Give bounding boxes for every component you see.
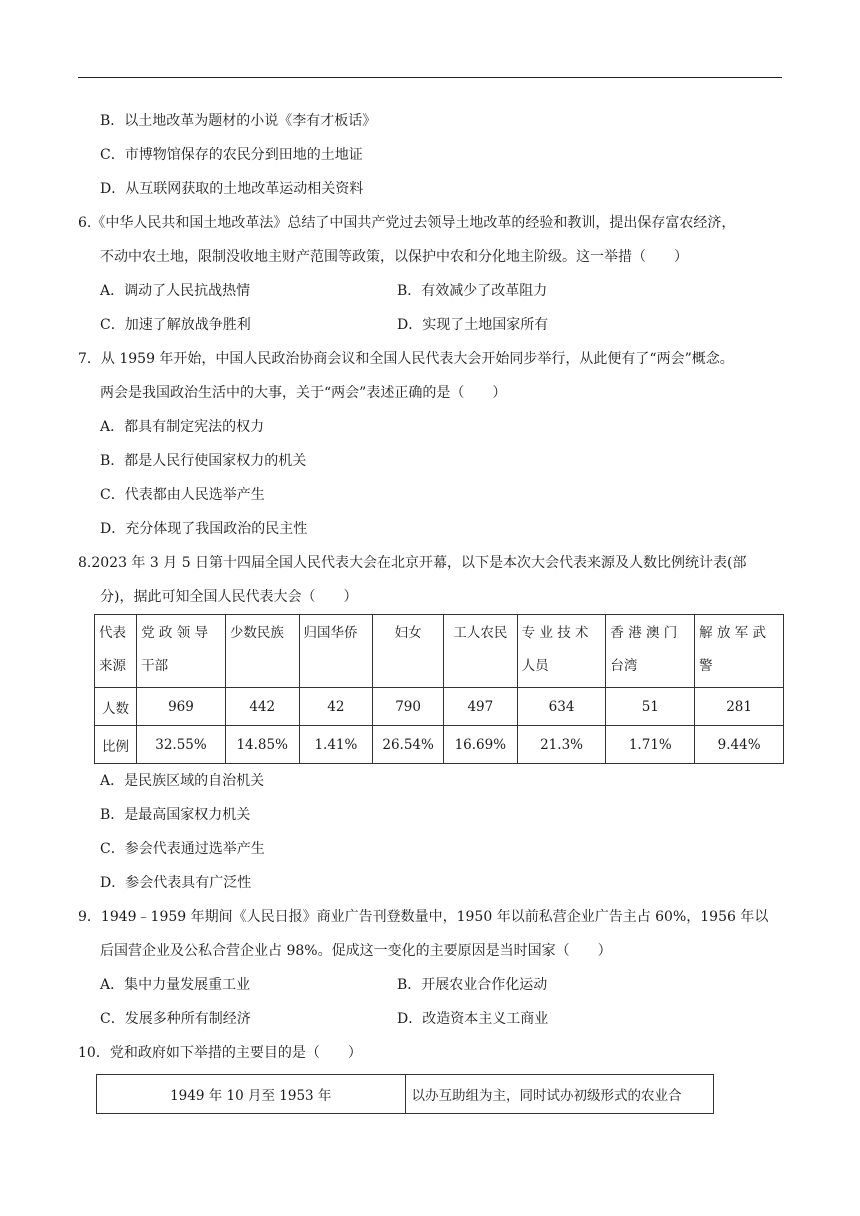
q6-options-row2 <box>78 308 788 342</box>
q9-options-row1 <box>78 968 788 1002</box>
question-6 <box>78 206 788 342</box>
q6-stem-line2: 不动中农土地，限制没收地主财产范围等政策，以保护中农和分化地主阶级。这一举措（ ） <box>100 249 688 265</box>
header-line1: 工人农民 <box>453 625 508 641</box>
q8-option-c[interactable]: C．参会代表通过选举产生 <box>100 841 265 857</box>
header-line2: 干部 <box>141 658 169 674</box>
q8-option-a[interactable]: A．是民族区域的自治机关 <box>100 773 265 789</box>
q5-options <box>78 104 788 206</box>
q9-stem-line2: 后国营企业及公私合营企业占 98%。促成这一变化的主要原因是当时国家（ ） <box>100 943 612 959</box>
header-line1: 专 业 技 术 <box>521 625 589 641</box>
q8-stem-line2: 分)，据此可知全国人民代表大会（ ） <box>100 589 358 605</box>
q5-option-c[interactable]: C．市博物馆保存的农民分到田地的土地证 <box>100 147 363 163</box>
q10-stem: 10．党和政府如下举措的主要目的是（ ） <box>78 1045 362 1061</box>
q9-option-b[interactable]: B．开展农业合作化运动 <box>397 977 548 993</box>
header-line1: 归国华侨 <box>303 625 358 641</box>
table-row <box>95 726 784 764</box>
header-line2: 人员 <box>521 658 549 674</box>
table-cell <box>517 615 606 688</box>
table-row <box>95 688 784 726</box>
q7-stem-line1: 7．从 1959 年开始，中国人民政治协商会议和全国人民代表大会开始同步举行，从此便有了“两会”概念。 <box>78 351 734 367</box>
row-label-ratio: 比例 <box>95 726 137 764</box>
table-cell <box>95 615 137 688</box>
q6-option-c[interactable]: C．加速了解放战争胜利 <box>100 317 251 333</box>
q7-stem-line2: 两会是我国政治生活中的大事，关于“两会”表述正确的是（ ） <box>100 385 507 401</box>
table-row <box>97 1075 714 1114</box>
table-cell: 1.71% <box>606 726 695 764</box>
q9-option-a[interactable]: A．集中力量发展重工业 <box>100 977 251 993</box>
table-cell: 442 <box>225 688 299 726</box>
table-cell: 32.55% <box>137 726 226 764</box>
q8-stats-table <box>94 614 784 764</box>
q9-options-row2 <box>78 1002 788 1036</box>
table-cell: 634 <box>517 688 606 726</box>
q9-stem-line1: 9．1949﹣1959 年期间《人民日报》商业广告刊登数量中，1950 年以前私营企业广告主占 60%，1956 年以 <box>78 909 769 925</box>
table-cell: 281 <box>695 688 784 726</box>
table-cell <box>373 615 444 688</box>
table-cell <box>443 615 517 688</box>
header-line1: 妇女 <box>394 625 422 641</box>
table-cell: 16.69% <box>443 726 517 764</box>
header-line1: 香 港 澳 门 <box>610 625 678 641</box>
table-cell: 14.85% <box>225 726 299 764</box>
q6-options-row1 <box>78 274 788 308</box>
table-cell: 1.41% <box>299 726 373 764</box>
table-cell <box>299 615 373 688</box>
table-cell <box>137 615 226 688</box>
q10-table <box>96 1074 714 1114</box>
table-cell: 26.54% <box>373 726 444 764</box>
table-cell: 42 <box>299 688 373 726</box>
row-label-count: 人数 <box>95 688 137 726</box>
question-9 <box>78 900 788 1036</box>
q8-stem-line1: 8.2023 年 3 月 5 日第十四届全国人民代表大会在北京开幕，以下是本次大会代表来源及人数比例统计表(部 <box>78 555 747 571</box>
q8-option-b[interactable]: B．是最高国家权力机关 <box>100 807 251 823</box>
q10-period-cell: 1949 年 10 月至 1953 年 <box>97 1075 406 1114</box>
table-cell: 497 <box>443 688 517 726</box>
table-cell: 790 <box>373 688 444 726</box>
header-label-line2: 来源 <box>99 658 126 674</box>
table-cell: 9.44% <box>695 726 784 764</box>
header-rule <box>78 77 782 78</box>
header-line1: 解 放 军 武 <box>699 625 767 641</box>
header-line1: 少数民族 <box>229 625 284 641</box>
q9-option-d[interactable]: D．改造资本主义工商业 <box>397 1011 549 1027</box>
table-cell: 51 <box>606 688 695 726</box>
table-cell <box>695 615 784 688</box>
header-line2: 警 <box>699 658 713 674</box>
q6-option-a[interactable]: A．调动了人民抗战热情 <box>100 283 251 299</box>
question-10 <box>78 1036 788 1114</box>
table-cell: 21.3% <box>517 726 606 764</box>
q10-measure-cell: 以办互助组为主，同时试办初级形式的农业合 <box>405 1075 714 1114</box>
q6-option-d[interactable]: D．实现了土地国家所有 <box>397 317 549 333</box>
q5-option-b[interactable]: B．以土地改革为题材的小说《李有才板话》 <box>100 113 377 129</box>
q6-option-b[interactable]: B．有效减少了改革阻力 <box>397 283 548 299</box>
q7-option-d[interactable]: D．充分体现了我国政治的民主性 <box>100 521 308 537</box>
q6-stem-line1: 6.《中华人民共和国土地改革法》总结了中国共产党过去领导土地改革的经验和教训，提出保存富农经济， <box>78 215 736 231</box>
table-cell: 969 <box>137 688 226 726</box>
q7-option-a[interactable]: A．都具有制定宪法的权力 <box>100 419 265 435</box>
q9-option-c[interactable]: C．发展多种所有制经济 <box>100 1011 251 1027</box>
table-cell <box>606 615 695 688</box>
question-8 <box>78 546 788 900</box>
question-7 <box>78 342 788 546</box>
header-line2: 台湾 <box>610 658 638 674</box>
q5-option-d[interactable]: D．从互联网获取的土地改革运动相关资料 <box>100 181 364 197</box>
header-line1: 党 政 领 导 <box>141 625 208 641</box>
exam-content <box>78 104 788 1114</box>
q7-option-c[interactable]: C．代表都由人民选举产生 <box>100 487 265 503</box>
table-cell <box>225 615 299 688</box>
q8-option-d[interactable]: D．参会代表具有广泛性 <box>100 875 252 891</box>
table-header-row <box>95 615 784 688</box>
header-label-line1: 代表 <box>99 625 126 641</box>
q7-option-b[interactable]: B．都是人民行使国家权力的机关 <box>100 453 307 469</box>
